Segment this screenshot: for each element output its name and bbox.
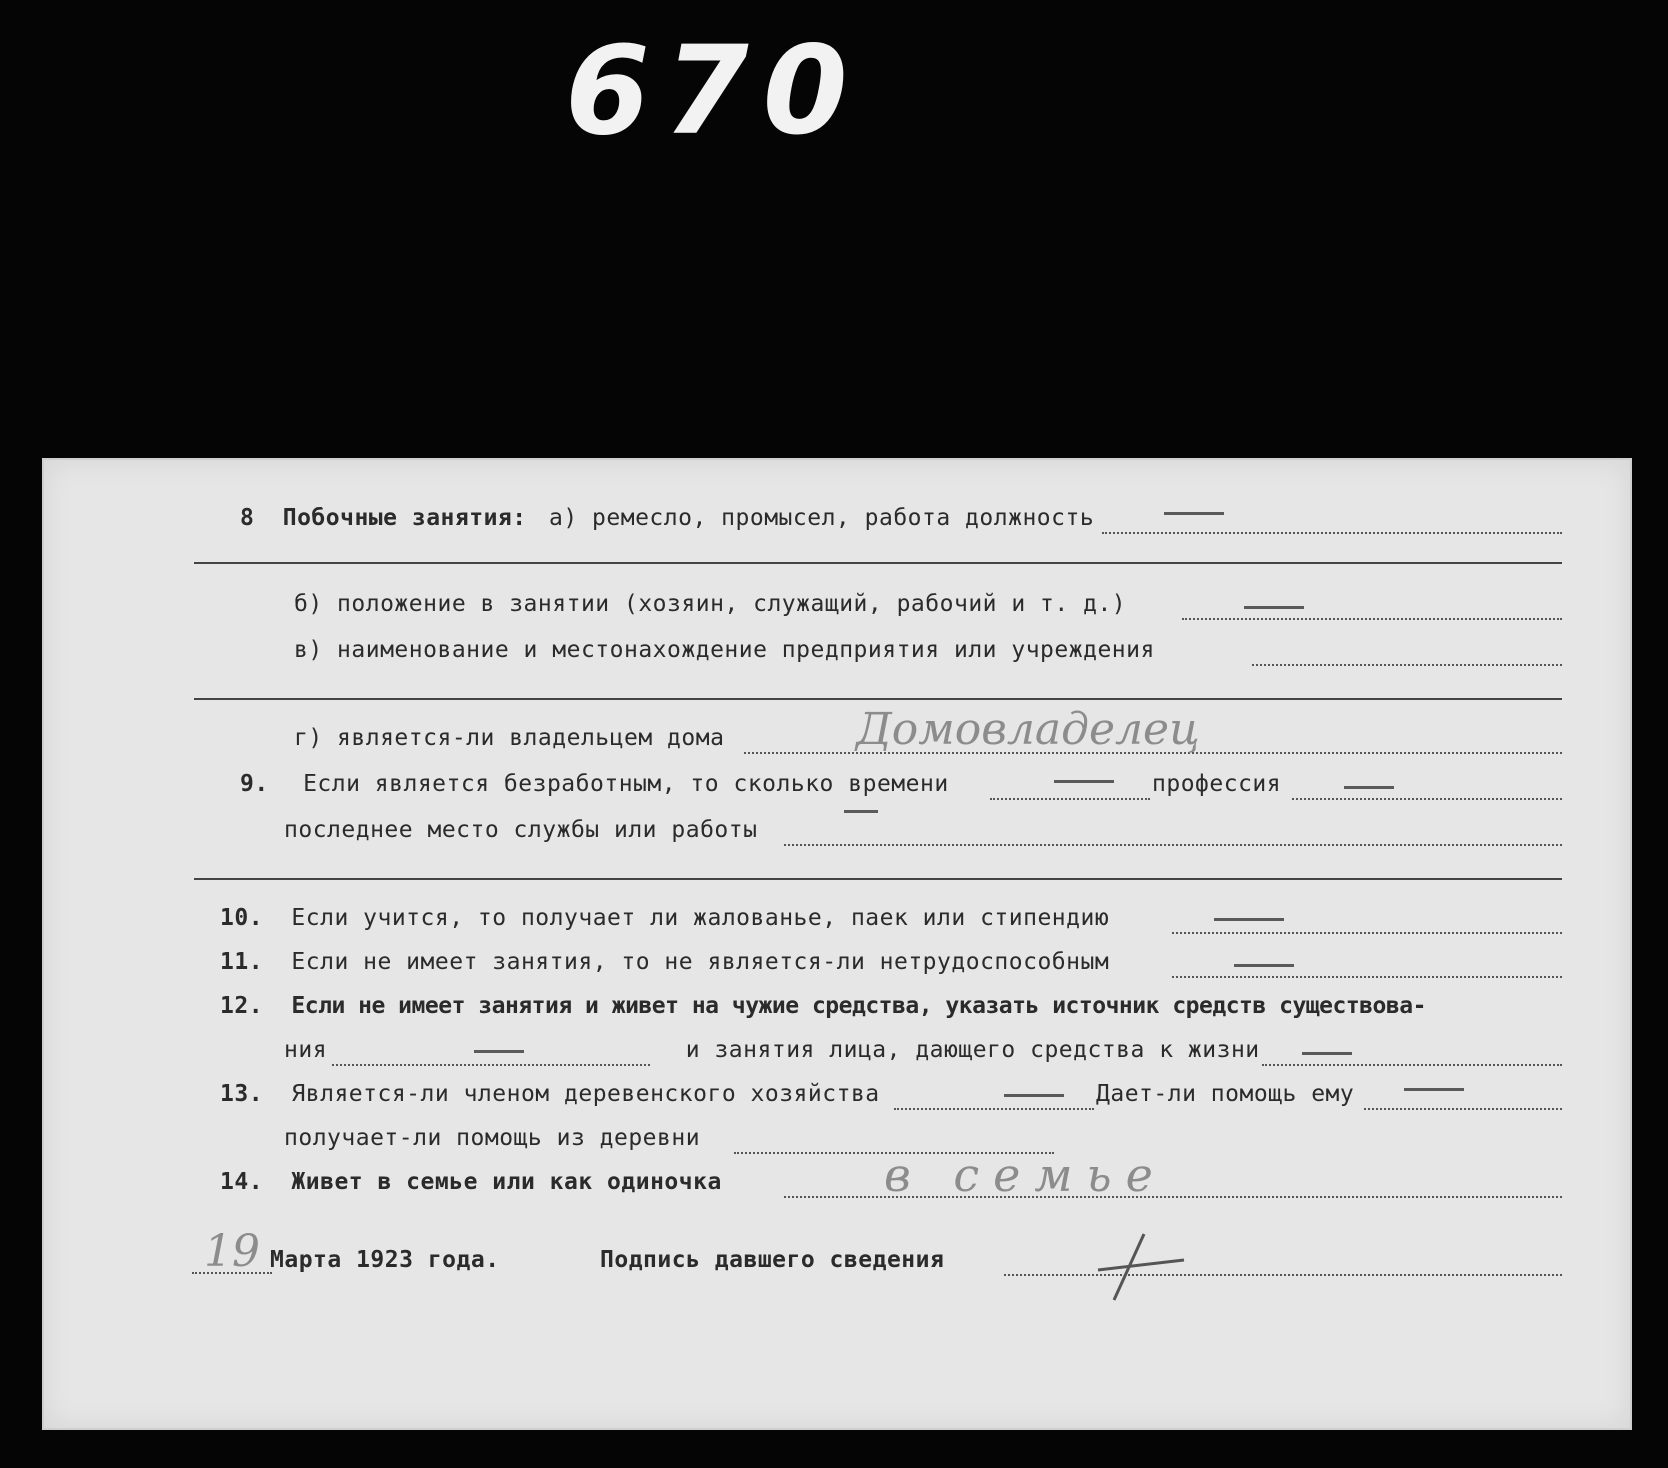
q8-a-text: а) ремесло, промысел, работа должность (548, 505, 1095, 531)
dash-mark (1164, 512, 1224, 515)
dash-mark (1054, 780, 1114, 783)
q13-number: 13. (220, 1081, 264, 1107)
q9-profession-fill (1292, 798, 1562, 800)
dash-mark (1214, 918, 1284, 921)
dash-mark (1302, 1052, 1352, 1055)
q13-fill (894, 1108, 1094, 1110)
q12-line2-start: ния (284, 1037, 328, 1063)
q9-last-place-fill (784, 844, 1562, 846)
q10-fill (1172, 932, 1562, 934)
q9-row (240, 770, 949, 798)
q8-g-handwritten-answer: Домовладелец (856, 704, 1200, 755)
q12-source-fill (332, 1064, 650, 1066)
q12-fill (1262, 1064, 1562, 1066)
q13-text: Является-ли членом деревенского хозяйства (291, 1081, 880, 1107)
q9-number: 9. (240, 771, 269, 797)
q12-line2-end: и занятия лица, дающего средства к жизни (685, 1037, 1260, 1063)
q8-b-fill (1182, 618, 1562, 620)
q9-text: Если является безработным, то сколько времени (303, 771, 949, 797)
q10-row (220, 904, 1109, 932)
dash-mark (474, 1050, 524, 1053)
q14-row (220, 1168, 722, 1196)
q11-fill (1172, 976, 1562, 978)
q12-row (220, 992, 1426, 1020)
q10-text: Если учится, то получает ли жалованье, паек или стипендию (291, 905, 1110, 931)
q8-row-v: в) наименование и местонахождение предприятия или учреждения (294, 637, 1155, 663)
divider (194, 562, 1562, 564)
q9-last-place: последнее место службы или работы (284, 817, 758, 843)
frame-number: 670 (565, 20, 862, 162)
census-card (42, 458, 1632, 1430)
dash-mark (1404, 1088, 1464, 1091)
dash-mark (1004, 1094, 1064, 1097)
q8-v-fill (1252, 664, 1562, 666)
q8-label: Побочные занятия: (282, 505, 527, 531)
footer-signature-label: Подпись давшего сведения (600, 1247, 945, 1273)
q13-row-2: получает-ли помощь из деревни (284, 1125, 701, 1151)
q8-row-b: б) положение в занятии (хозяин, служащий, рабочий и т. д.) (294, 591, 1127, 617)
dash-mark (1234, 964, 1294, 967)
q12-number: 12. (220, 993, 264, 1019)
q11-number: 11. (220, 949, 264, 975)
q9-time-fill (990, 798, 1150, 800)
q14-number: 14. (220, 1169, 264, 1195)
q8-row-a (240, 504, 1094, 532)
signature-cross-mark (1084, 1226, 1204, 1306)
footer-day-fill (192, 1272, 272, 1274)
dash-mark (844, 810, 878, 813)
dash-mark (1344, 786, 1394, 789)
divider (194, 698, 1562, 700)
q14-text: Живет в семье или как одиночка (291, 1169, 722, 1195)
q11-text: Если не имеет занятия, то не является-ли нетрудоспособным (291, 949, 1110, 975)
q12-text: Если не имеет занятия и живет на чужие средства, указать источник средств существова- (291, 993, 1426, 1019)
q9-profession-label: профессия (1152, 771, 1282, 797)
q13-row (220, 1080, 880, 1108)
q8-a-fill (1102, 532, 1562, 534)
q10-number: 10. (220, 905, 264, 931)
q8-row-g: г) является-ли владельцем дома (294, 725, 725, 751)
q14-handwritten-answer: в семье (884, 1148, 1167, 1202)
footer-date: Марта 1923 года. (270, 1247, 500, 1273)
q12-row-2 (284, 1036, 1260, 1064)
divider (194, 878, 1562, 880)
q13-help-fill (1364, 1108, 1562, 1110)
footer-handwritten-day: 19 (204, 1226, 260, 1277)
q8-number: 8 (240, 505, 255, 531)
dash-mark (1244, 606, 1304, 609)
q13-help-label: Дает-ли помощь ему (1096, 1081, 1355, 1107)
q11-row (220, 948, 1109, 976)
